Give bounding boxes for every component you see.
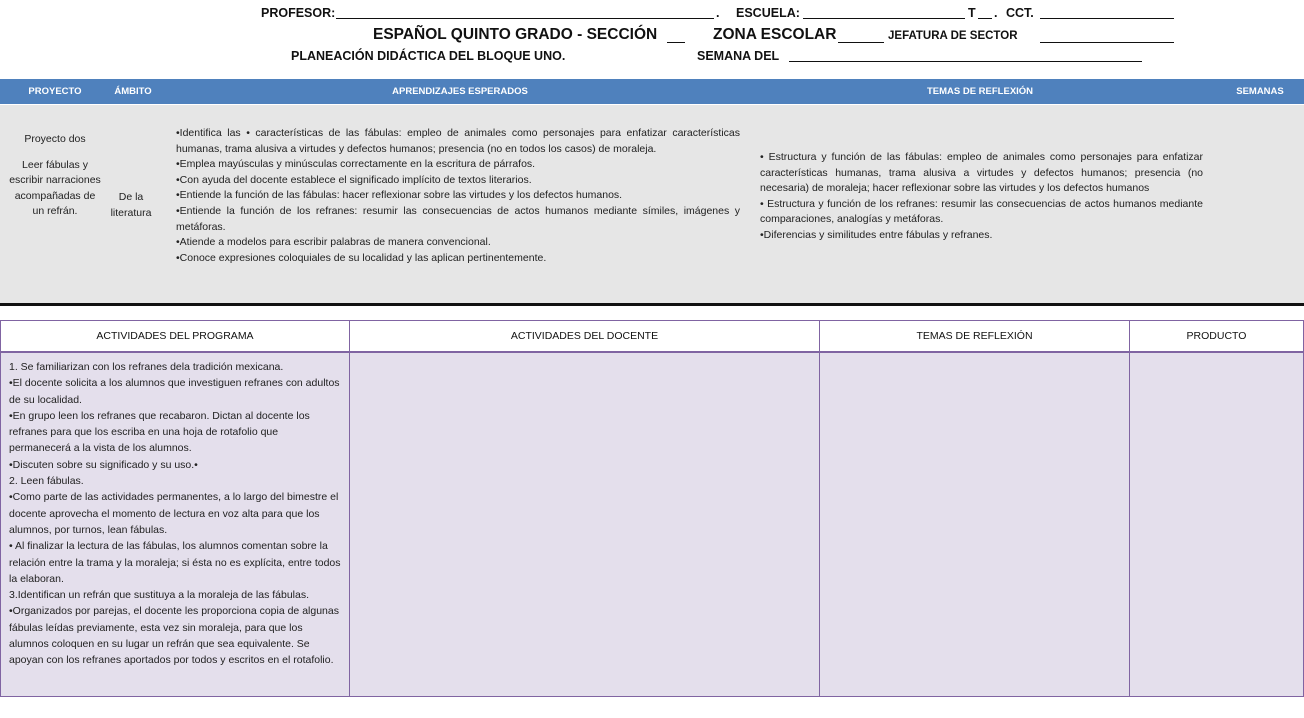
col-temas: TEMAS DE REFLEXIÓN bbox=[926, 86, 1034, 97]
col-actividades-programa: ACTIVIDADES DEL PROGRAMA bbox=[96, 330, 254, 342]
actividad-6: •Como parte de las actividades permanentes, a lo largo del bimestre el docente aprovecha el momento de lectura en voz alta para que los alumnos, por turnos, lean fábulas. bbox=[9, 491, 339, 536]
activities-table bbox=[0, 320, 1304, 697]
period-mark-2: . bbox=[994, 6, 998, 20]
aprendizaje-3: •Con ayuda del docente establece el significado implícito de textos literarios. bbox=[176, 173, 532, 186]
semana-blank bbox=[789, 49, 1142, 62]
temas-cell bbox=[760, 150, 1203, 244]
semana-label: SEMANA DEL bbox=[697, 49, 780, 63]
zona-label: ZONA ESCOLAR bbox=[713, 26, 837, 43]
tema-1: • Estructura y función de las fábulas: empleo de animales como personajes para enfatizar características humanas, trama alusiva a virtudes y defectos humanos; presencia (no necesaria) de moraleja; hacer reflexionar sobre las virtudes y los defectos humanos bbox=[760, 151, 1203, 195]
proyecto-name: Proyecto dos bbox=[24, 133, 86, 145]
header-line-3 bbox=[0, 49, 1304, 67]
col-proyecto: PROYECTO bbox=[28, 86, 82, 97]
tema-2: • Estructura y función de los refranes: resumir las consecuencias de actos humanos mediante comparaciones, analogías y metáforas. bbox=[760, 197, 1203, 226]
actividad-5: 2. Leen fábulas. bbox=[9, 475, 84, 488]
jefatura-label: JEFATURA DE SECTOR bbox=[888, 30, 1018, 42]
aprendizaje-5: •Entiende la función de los refranes: resumir las consecuencias de actos humanos mediante símiles, imágenes y metáforas. bbox=[176, 204, 740, 233]
proyecto-description: Leer fábulas y escribir narraciones acompañadas de un refrán. bbox=[9, 158, 101, 218]
period-mark: . bbox=[716, 6, 720, 20]
ambito-cell: De la literatura bbox=[110, 191, 152, 219]
actividades-programa-cell bbox=[9, 359, 341, 669]
actividad-8: 3.Identifican un refrán que sustituya a la moraleja de las fábulas. bbox=[9, 589, 310, 602]
aprendizaje-6: •Atiende a modelos para escribir palabras de manera convencional. bbox=[176, 236, 491, 249]
aprendizaje-2: •Emplea mayúsculas y minúsculas correctamente en la escritura de párrafos. bbox=[176, 158, 536, 171]
activities-table-body bbox=[1, 353, 1303, 696]
planning-table-body bbox=[0, 105, 1304, 306]
document-title: ESPAÑOL QUINTO GRADO - SECCIÓN bbox=[373, 26, 658, 43]
profesor-blank bbox=[336, 6, 714, 19]
jefatura-blank bbox=[1040, 28, 1174, 43]
actividad-7: • Al finalizar la lectura de las fábulas, los alumnos comentan sobre la relación entre la trama y la moraleja; si ésta no es explícita, entre todos la elaboran. bbox=[9, 540, 341, 585]
tema-3: •Diferencias y similitudes entre fábulas y refranes. bbox=[760, 228, 993, 241]
actividad-2: •El docente solicita a los alumnos que investiguen refranes con adultos de su localidad. bbox=[9, 377, 340, 406]
column-divider bbox=[349, 353, 350, 696]
escuela-label: ESCUELA: bbox=[736, 6, 800, 20]
col-semanas: SEMANAS bbox=[1236, 86, 1284, 97]
header-line-2 bbox=[0, 26, 1304, 48]
actividad-3: •En grupo leen los refranes que recabaron. Dictan al docente los refranes para que los escriba en una hoja de rotafolio que permanecerá a la vista de los alumnos. bbox=[9, 409, 310, 455]
cct-label: CCT. bbox=[1006, 6, 1034, 20]
col-temas-reflexion: TEMAS DE REFLEXIÓN bbox=[916, 330, 1033, 342]
col-producto: PRODUCTO bbox=[1186, 330, 1247, 342]
escuela-blank bbox=[803, 6, 965, 19]
aprendizaje-1: •Identifica las • características de las fábulas: empleo de animales como personajes para enfatizar características humanas, trama alusiva a virtudes y defectos humanos; presencia (no en todos los casos) de moraleja. bbox=[176, 127, 740, 155]
planning-table-header bbox=[0, 79, 1304, 104]
column-divider bbox=[1129, 353, 1130, 696]
col-aprendizajes: APRENDIZAJES ESPERADOS bbox=[392, 86, 528, 97]
actividad-9: •Organizados por parejas, el docente les proporciona copia de algunas fábulas leídas previamente, esta vez sin moraleja, para que los alumnos coloquen en su lugar un refrán que sea equivalente. Se apoyan con los refranes aportados por todos y escritos en el rotafolio. bbox=[9, 605, 339, 667]
aprendizaje-7: •Conoce expresiones coloquiales de su localidad y las aplican pertinentemente. bbox=[176, 251, 547, 264]
zona-blank bbox=[838, 28, 884, 43]
t-blank bbox=[978, 6, 992, 19]
activities-table-header bbox=[1, 321, 1303, 353]
aprendizaje-4: •Entiende la función de las fábulas: hacer reflexionar sobre las virtudes y los defectos humanos. bbox=[176, 189, 623, 202]
t-label: T bbox=[968, 6, 976, 20]
column-divider bbox=[819, 353, 820, 696]
cct-blank bbox=[1040, 6, 1174, 19]
col-actividades-docente: ACTIVIDADES DEL DOCENTE bbox=[510, 330, 659, 342]
actividad-4: •Discuten sobre su significado y su uso.• bbox=[9, 458, 198, 471]
col-ambito: ÁMBITO bbox=[114, 86, 152, 97]
aprendizajes-cell bbox=[176, 126, 740, 266]
header-line-1 bbox=[0, 6, 1304, 24]
proyecto-cell bbox=[8, 132, 102, 220]
profesor-label: PROFESOR: bbox=[261, 6, 336, 20]
actividad-1: 1. Se familiarizan con los refranes dela tradición mexicana. bbox=[9, 361, 284, 373]
planeacion-label: PLANEACIÓN DIDÁCTICA DEL BLOQUE UNO. bbox=[291, 49, 566, 63]
seccion-blank bbox=[667, 28, 685, 43]
